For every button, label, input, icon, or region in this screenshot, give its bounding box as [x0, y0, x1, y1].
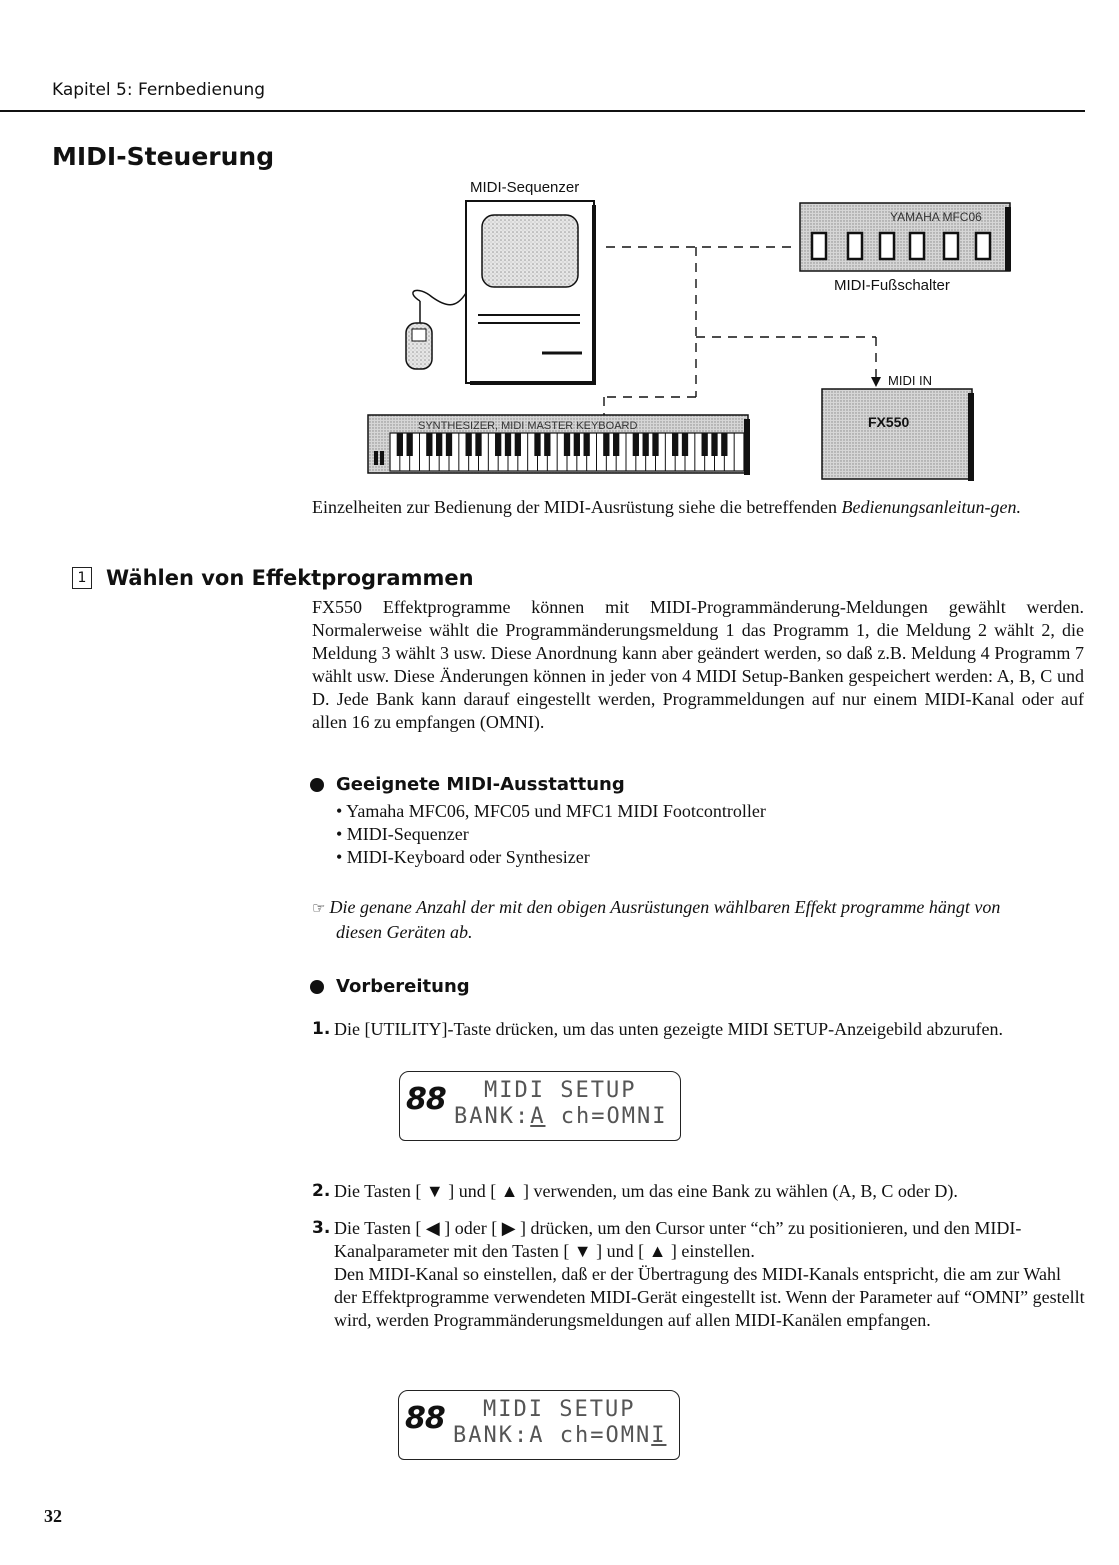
- step-text: Die Tasten [ ◀ ] oder [ ▶ ] drücken, um den Cursor unter “ch” zu positionieren, und den MIDI-Kanalparameter mit den Tasten [ ▼ ] und [ ▲ ] einstellen.: [334, 1218, 1022, 1261]
- lcd-program-number: 88: [405, 1401, 445, 1436]
- black-key: [672, 433, 678, 456]
- black-key: [652, 433, 658, 456]
- black-key: [711, 433, 717, 456]
- black-key: [515, 433, 521, 456]
- lcd-display-channel: [398, 1390, 680, 1460]
- note-line-2: diesen Geräten ab.: [336, 922, 473, 942]
- step-number: 2.: [312, 1181, 331, 1201]
- lcd-bank-value: A: [530, 1104, 546, 1129]
- list-item: • MIDI-Sequenzer: [336, 824, 469, 844]
- bullet-dot-icon: [310, 980, 324, 994]
- header-rule: [0, 110, 1085, 112]
- lcd-channel: ch=OMNI: [560, 1104, 668, 1129]
- step-3: [312, 1217, 1087, 1332]
- lcd-bank: BANK:A: [453, 1423, 545, 1448]
- list-item: • Yamaha MFC06, MFC05 und MFC1 MIDI Footcontroller: [336, 801, 766, 821]
- footswitch-label: MIDI-Fußschalter: [834, 277, 950, 294]
- step-text: Die [UTILITY]-Taste drücken, um das unten gezeigte MIDI SETUP-Anzeigebild abzurufen.: [334, 1019, 1004, 1039]
- lcd-bank-prefix: BANK:: [454, 1104, 531, 1129]
- lcd-channel-prefix: ch=OMN: [559, 1423, 652, 1448]
- midi-in-arrow: [871, 377, 881, 387]
- black-key: [702, 433, 708, 456]
- equipment-list: [336, 800, 766, 869]
- preparation-heading: [310, 976, 470, 997]
- list-item: • MIDI-Keyboard oder Synthesizer: [336, 847, 590, 867]
- lcd-channel-cursor: I: [651, 1423, 667, 1448]
- lcd-line-2: [453, 1423, 666, 1448]
- lcd-line-2: [454, 1104, 667, 1129]
- black-key: [446, 433, 452, 456]
- black-key: [633, 433, 639, 456]
- midi-setup-diagram: [360, 175, 1020, 495]
- step-number: 1.: [312, 1019, 331, 1039]
- keyboard-label: SYNTHESIZER, MIDI MASTER KEYBOARD: [418, 420, 638, 432]
- black-key: [574, 433, 580, 456]
- black-key: [475, 433, 481, 456]
- equipment-heading: [310, 774, 625, 795]
- intro-italic: Bedienungsanleitun-gen.: [841, 497, 1021, 517]
- black-key: [564, 433, 570, 456]
- intro-paragraph: [312, 496, 1087, 519]
- bullet-dot-icon: [310, 778, 324, 792]
- step-text: Die Tasten [ ▼ ] und [ ▲ ] verwenden, um das eine Bank zu wählen (A, B, C oder D).: [334, 1181, 958, 1201]
- black-key: [466, 433, 472, 456]
- lcd-display-bank: [399, 1071, 681, 1141]
- subsection-title: Wählen von Effektprogrammen: [106, 566, 474, 590]
- running-head: Kapitel 5: Fernbedienung: [52, 80, 266, 100]
- lcd-program-number: 88: [406, 1082, 446, 1117]
- black-key: [407, 433, 413, 456]
- black-key: [682, 433, 688, 456]
- note: [312, 896, 1087, 944]
- black-key: [613, 433, 619, 456]
- step-number: 3.: [312, 1218, 331, 1238]
- page-title: MIDI-Steuerung: [52, 142, 275, 171]
- subsection-heading: [72, 566, 474, 590]
- black-key: [505, 433, 511, 456]
- equipment-heading-text: Geeignete MIDI-Ausstattung: [336, 774, 625, 795]
- black-key: [495, 433, 501, 456]
- note-line-1: Die genane Anzahl der mit den obigen Ausrüstungen wählbaren Effekt programme hängt von: [329, 897, 1001, 917]
- black-key: [584, 433, 590, 456]
- footswitch-brand: YAMAHA MFC06: [890, 210, 982, 224]
- sequencer-label: MIDI-Sequenzer: [470, 179, 580, 196]
- lcd-line-1: MIDI SETUP: [484, 1078, 637, 1103]
- step-text-continued: Den MIDI-Kanal so einstellen, daß er der Übertragung des MIDI-Kanals entspricht, die am zur Wahl der Effektprogramme verwendeten MIDI-Gerät eingestellt ist. Wenn der Parameter auf “OMNI” gestellt wird, werden Programmänderungsmeldungen auf allen MIDI-Kanälen empfangen.: [334, 1264, 1085, 1330]
- black-key: [534, 433, 540, 456]
- step-2: [312, 1180, 1087, 1203]
- lcd-line-1: MIDI SETUP: [483, 1397, 636, 1422]
- subsection-number: 1: [72, 567, 92, 589]
- preparation-heading-text: Vorbereitung: [336, 976, 470, 997]
- computer-icon: [466, 201, 596, 385]
- black-key: [721, 433, 727, 456]
- black-key: [397, 433, 403, 456]
- step-1: [312, 1018, 1087, 1041]
- page-number: 32: [44, 1506, 62, 1526]
- intro-text: Einzelheiten zur Bedienung der MIDI-Ausrüstung siehe die betreffenden: [312, 497, 842, 517]
- mouse-icon: [406, 290, 466, 369]
- midi-in-label: MIDI IN: [888, 373, 933, 388]
- black-key: [603, 433, 609, 456]
- fx550-label: FX550: [868, 414, 910, 430]
- black-key: [643, 433, 649, 456]
- black-key: [544, 433, 550, 456]
- subsection-paragraph: FX550 Effektprogramme können mit MIDI-Programmänderung-Meldungen gewählt werden. Normalerweise wählt die Programmänderungsmeldung 1 das Programm 1, die Meldung 2 wählt 2, die Meldung 3 wählt 3 usw. Diese Anordnung kann aber geändert werden, so daß z.B. Meldung 4 Programm 7 wählt usw. Diese Änderungen können in jeder von 4 MIDI Setup-Banken gespeichert werden: A, B, C und D. Jede Bank kann darauf eingestellt werden, Programmeldungen auf nur einem MIDI-Kanal oder auf allen 16 zu empfangen (OMNI).: [312, 597, 1084, 732]
- fx550-unit-icon: [822, 389, 974, 481]
- black-key: [426, 433, 432, 456]
- pointing-hand-icon: ☞: [312, 901, 326, 917]
- black-key: [436, 433, 442, 456]
